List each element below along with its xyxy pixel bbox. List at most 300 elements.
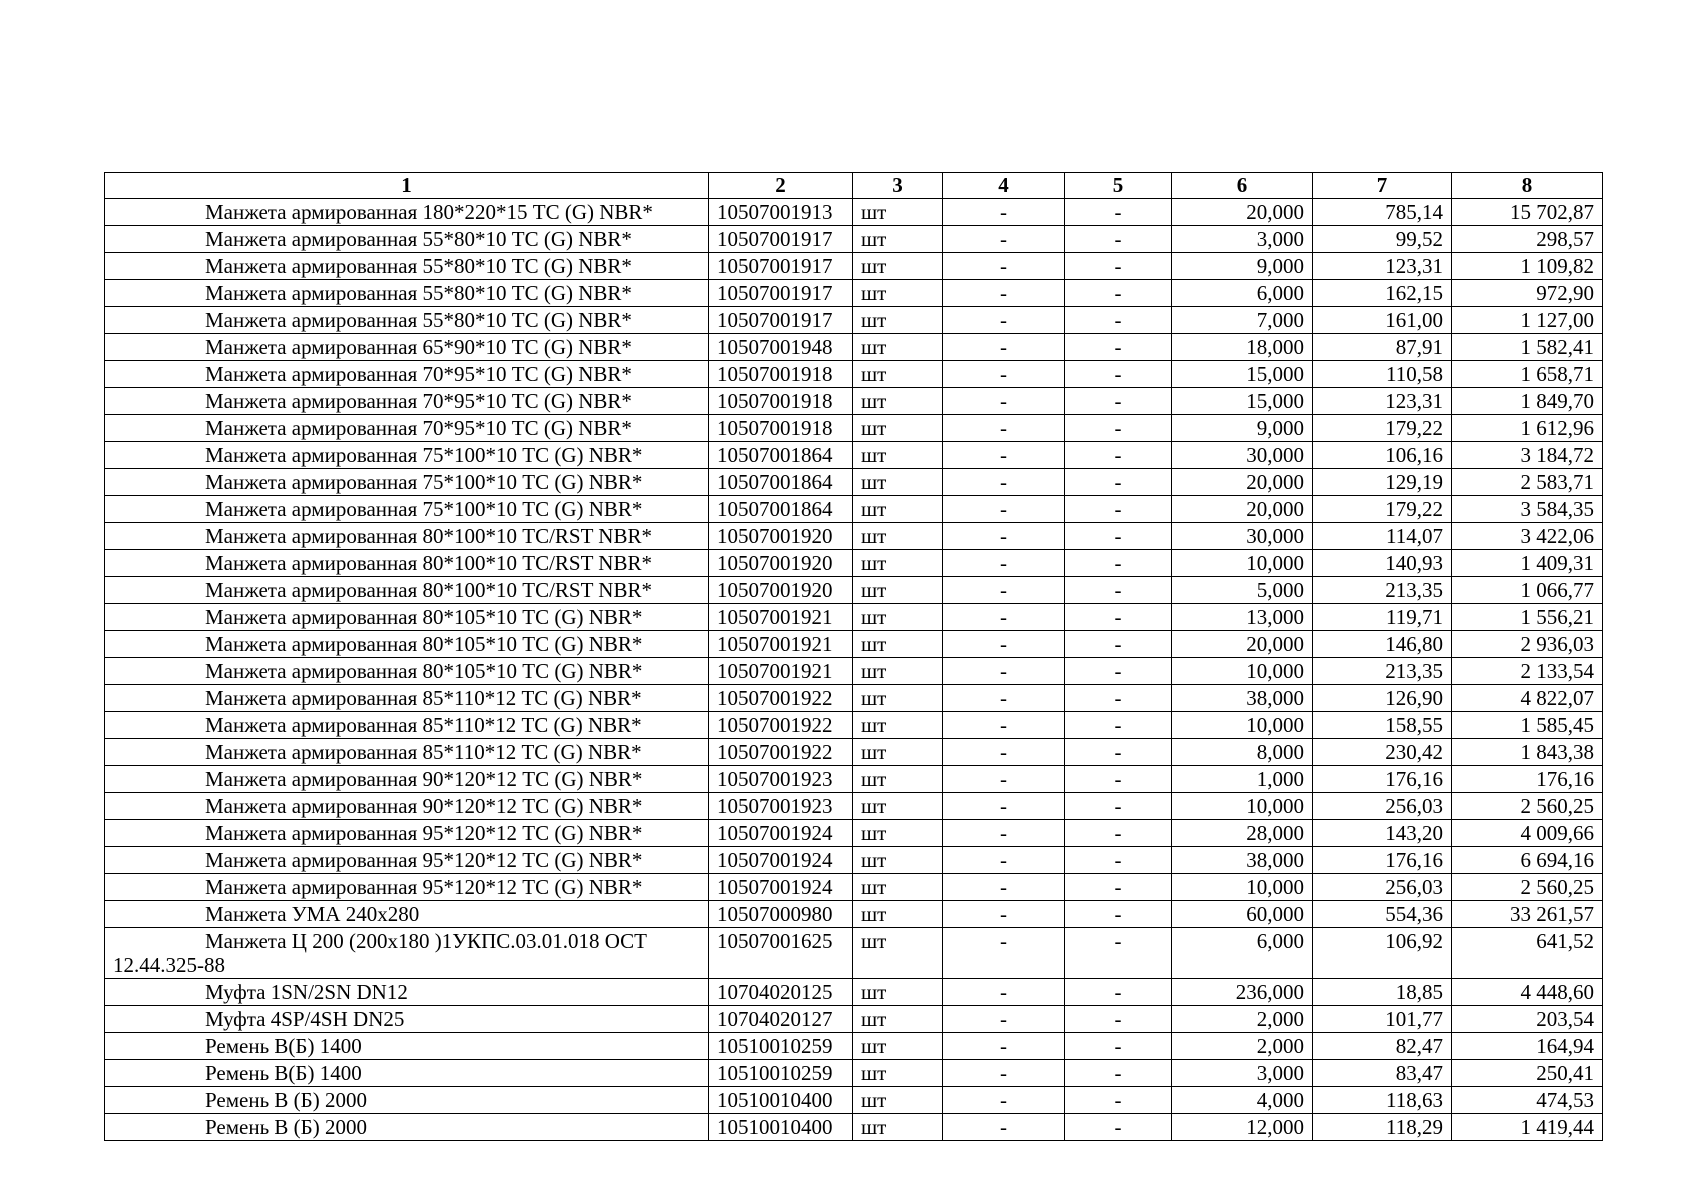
item-name-cell: Манжета армированная 95*120*12 TC (G) NBR* <box>105 847 709 874</box>
col4-cell: - <box>943 388 1065 415</box>
quantity-cell: 10,000 <box>1172 793 1313 820</box>
col4-cell: - <box>943 415 1065 442</box>
item-code-cell: 10510010259 <box>709 1033 853 1060</box>
table-row <box>105 739 1603 766</box>
unit-cell: шт <box>853 1114 943 1141</box>
table-row <box>105 469 1603 496</box>
unit-cell: шт <box>853 388 943 415</box>
table-row <box>105 631 1603 658</box>
col5-cell: - <box>1065 334 1172 361</box>
item-name-cell: Манжета армированная 95*120*12 TC (G) NBR* <box>105 820 709 847</box>
item-code-cell: 10507001921 <box>709 604 853 631</box>
unit-cell: шт <box>853 577 943 604</box>
col4-cell: - <box>943 442 1065 469</box>
item-code-cell: 10507001923 <box>709 766 853 793</box>
column-header-2: 2 <box>709 173 853 199</box>
table-row <box>105 307 1603 334</box>
item-code-cell: 10507001922 <box>709 712 853 739</box>
price-cell: 119,71 <box>1313 604 1452 631</box>
amount-cell: 1 127,00 <box>1452 307 1603 334</box>
table-row <box>105 766 1603 793</box>
item-code-cell: 10507001625 <box>709 928 853 979</box>
unit-cell: шт <box>853 928 943 979</box>
table-row <box>105 604 1603 631</box>
quantity-cell: 10,000 <box>1172 550 1313 577</box>
table-row <box>105 334 1603 361</box>
price-cell: 176,16 <box>1313 847 1452 874</box>
price-cell: 162,15 <box>1313 280 1452 307</box>
quantity-cell: 38,000 <box>1172 685 1313 712</box>
amount-cell: 3 422,06 <box>1452 523 1603 550</box>
item-name-cell: Манжета армированная 70*95*10 TC (G) NBR* <box>105 415 709 442</box>
item-name-cell: Манжета армированная 65*90*10 TC (G) NBR* <box>105 334 709 361</box>
column-header-6: 6 <box>1172 173 1313 199</box>
price-cell: 213,35 <box>1313 658 1452 685</box>
quantity-cell: 2,000 <box>1172 1006 1313 1033</box>
unit-cell: шт <box>853 253 943 280</box>
price-cell: 118,29 <box>1313 1114 1452 1141</box>
table-row <box>105 280 1603 307</box>
table-body <box>105 199 1603 1141</box>
amount-cell: 2 133,54 <box>1452 658 1603 685</box>
col5-cell: - <box>1065 442 1172 469</box>
quantity-cell: 10,000 <box>1172 658 1313 685</box>
col5-cell: - <box>1065 979 1172 1006</box>
amount-cell: 1 409,31 <box>1452 550 1603 577</box>
col5-cell: - <box>1065 1006 1172 1033</box>
item-code-cell: 10510010400 <box>709 1114 853 1141</box>
price-cell: 213,35 <box>1313 577 1452 604</box>
col4-cell: - <box>943 979 1065 1006</box>
price-cell: 129,19 <box>1313 469 1452 496</box>
unit-cell: шт <box>853 1060 943 1087</box>
amount-cell: 641,52 <box>1452 928 1603 979</box>
price-cell: 99,52 <box>1313 226 1452 253</box>
col4-cell: - <box>943 820 1065 847</box>
price-cell: 106,16 <box>1313 442 1452 469</box>
col4-cell: - <box>943 685 1065 712</box>
quantity-cell: 1,000 <box>1172 766 1313 793</box>
table-row <box>105 1006 1603 1033</box>
item-code-cell: 10507000980 <box>709 901 853 928</box>
item-code-cell: 10507001917 <box>709 253 853 280</box>
item-code-cell: 10510010259 <box>709 1060 853 1087</box>
amount-cell: 2 583,71 <box>1452 469 1603 496</box>
item-name-cell: Манжета армированная 85*110*12 TC (G) NBR* <box>105 712 709 739</box>
price-cell: 123,31 <box>1313 388 1452 415</box>
amount-cell: 1 419,44 <box>1452 1114 1603 1141</box>
price-cell: 118,63 <box>1313 1087 1452 1114</box>
table-row <box>105 793 1603 820</box>
item-code-cell: 10507001948 <box>709 334 853 361</box>
column-header-8: 8 <box>1452 173 1603 199</box>
column-header-1: 1 <box>105 173 709 199</box>
item-name-cell: Манжета армированная 85*110*12 TC (G) NBR* <box>105 739 709 766</box>
col4-cell: - <box>943 631 1065 658</box>
col5-cell: - <box>1065 1060 1172 1087</box>
table-row <box>105 901 1603 928</box>
amount-cell: 2 560,25 <box>1452 874 1603 901</box>
table-row <box>105 523 1603 550</box>
col5-cell: - <box>1065 712 1172 739</box>
table-row <box>105 979 1603 1006</box>
amount-cell: 1 556,21 <box>1452 604 1603 631</box>
unit-cell: шт <box>853 469 943 496</box>
quantity-cell: 30,000 <box>1172 523 1313 550</box>
col4-cell: - <box>943 766 1065 793</box>
col4-cell: - <box>943 550 1065 577</box>
item-name-cell: Манжета армированная 70*95*10 TC (G) NBR* <box>105 388 709 415</box>
col4-cell: - <box>943 1114 1065 1141</box>
item-name-cell: Манжета армированная 80*105*10 TC (G) NBR* <box>105 631 709 658</box>
item-name-cell: Манжета армированная 80*100*10 TC/RST NBR* <box>105 550 709 577</box>
amount-cell: 3 184,72 <box>1452 442 1603 469</box>
item-code-cell: 10507001864 <box>709 469 853 496</box>
col5-cell: - <box>1065 577 1172 604</box>
price-cell: 110,58 <box>1313 361 1452 388</box>
price-cell: 554,36 <box>1313 901 1452 928</box>
quantity-cell: 6,000 <box>1172 928 1313 979</box>
amount-cell: 1 066,77 <box>1452 577 1603 604</box>
table-row <box>105 577 1603 604</box>
price-cell: 785,14 <box>1313 199 1452 226</box>
table-row <box>105 199 1603 226</box>
col5-cell: - <box>1065 604 1172 631</box>
unit-cell: шт <box>853 415 943 442</box>
col5-cell: - <box>1065 793 1172 820</box>
price-cell: 179,22 <box>1313 415 1452 442</box>
item-name-cell: Манжета армированная 75*100*10 TC (G) NBR* <box>105 496 709 523</box>
item-name-cell: Манжета армированная 70*95*10 TC (G) NBR* <box>105 361 709 388</box>
table-row <box>105 415 1603 442</box>
col4-cell: - <box>943 334 1065 361</box>
amount-cell: 2 936,03 <box>1452 631 1603 658</box>
amount-cell: 298,57 <box>1452 226 1603 253</box>
amount-cell: 3 584,35 <box>1452 496 1603 523</box>
unit-cell: шт <box>853 685 943 712</box>
unit-cell: шт <box>853 1087 943 1114</box>
item-name-cell: Манжета Ц 200 (200х180 )1УКПС.03.01.018 ОСТ 12.44.325-88 <box>105 928 709 979</box>
quantity-cell: 20,000 <box>1172 631 1313 658</box>
quantity-cell: 30,000 <box>1172 442 1313 469</box>
table-row <box>105 1087 1603 1114</box>
col5-cell: - <box>1065 469 1172 496</box>
table-row <box>105 847 1603 874</box>
amount-cell: 474,53 <box>1452 1087 1603 1114</box>
col4-cell: - <box>943 226 1065 253</box>
price-cell: 126,90 <box>1313 685 1452 712</box>
price-cell: 143,20 <box>1313 820 1452 847</box>
col4-cell: - <box>943 253 1065 280</box>
price-cell: 161,00 <box>1313 307 1452 334</box>
amount-cell: 250,41 <box>1452 1060 1603 1087</box>
col4-cell: - <box>943 496 1065 523</box>
item-name-cell: Манжета армированная 90*120*12 TC (G) NBR* <box>105 793 709 820</box>
unit-cell: шт <box>853 307 943 334</box>
col5-cell: - <box>1065 1087 1172 1114</box>
item-code-cell: 10507001913 <box>709 199 853 226</box>
price-cell: 146,80 <box>1313 631 1452 658</box>
table-row <box>105 820 1603 847</box>
col4-cell: - <box>943 199 1065 226</box>
item-code-cell: 10507001924 <box>709 820 853 847</box>
item-code-cell: 10507001924 <box>709 847 853 874</box>
amount-cell: 4 009,66 <box>1452 820 1603 847</box>
item-code-cell: 10507001864 <box>709 442 853 469</box>
unit-cell: шт <box>853 739 943 766</box>
unit-cell: шт <box>853 712 943 739</box>
col5-cell: - <box>1065 226 1172 253</box>
col4-cell: - <box>943 1006 1065 1033</box>
price-cell: 114,07 <box>1313 523 1452 550</box>
item-code-cell: 10507001922 <box>709 739 853 766</box>
item-name-cell: Манжета армированная 90*120*12 TC (G) NBR* <box>105 766 709 793</box>
col4-cell: - <box>943 712 1065 739</box>
col5-cell: - <box>1065 199 1172 226</box>
item-code-cell: 10507001918 <box>709 415 853 442</box>
table-header-row <box>105 173 1603 199</box>
table-row <box>105 442 1603 469</box>
col4-cell: - <box>943 847 1065 874</box>
col4-cell: - <box>943 523 1065 550</box>
column-header-3: 3 <box>853 173 943 199</box>
item-name-cell: Ремень В(Б) 1400 <box>105 1060 709 1087</box>
quantity-cell: 9,000 <box>1172 253 1313 280</box>
unit-cell: шт <box>853 979 943 1006</box>
item-code-cell: 10507001918 <box>709 388 853 415</box>
quantity-cell: 20,000 <box>1172 496 1313 523</box>
item-name-cell: Манжета армированная 80*100*10 TC/RST NBR* <box>105 577 709 604</box>
unit-cell: шт <box>853 199 943 226</box>
table-row <box>105 658 1603 685</box>
col5-cell: - <box>1065 415 1172 442</box>
col5-cell: - <box>1065 523 1172 550</box>
col5-cell: - <box>1065 550 1172 577</box>
quantity-cell: 6,000 <box>1172 280 1313 307</box>
amount-cell: 2 560,25 <box>1452 793 1603 820</box>
col5-cell: - <box>1065 1033 1172 1060</box>
unit-cell: шт <box>853 280 943 307</box>
col5-cell: - <box>1065 361 1172 388</box>
column-header-4: 4 <box>943 173 1065 199</box>
col5-cell: - <box>1065 253 1172 280</box>
unit-cell: шт <box>853 820 943 847</box>
item-name-cell: Манжета армированная 80*105*10 TC (G) NBR* <box>105 658 709 685</box>
item-code-cell: 10507001921 <box>709 631 853 658</box>
table-row <box>105 1114 1603 1141</box>
col4-cell: - <box>943 1060 1065 1087</box>
unit-cell: шт <box>853 442 943 469</box>
table-row <box>105 388 1603 415</box>
item-code-cell: 10510010400 <box>709 1087 853 1114</box>
quantity-cell: 20,000 <box>1172 199 1313 226</box>
quantity-cell: 7,000 <box>1172 307 1313 334</box>
col5-cell: - <box>1065 874 1172 901</box>
amount-cell: 1 849,70 <box>1452 388 1603 415</box>
inventory-table <box>104 172 1603 1141</box>
col4-cell: - <box>943 1033 1065 1060</box>
col5-cell: - <box>1065 496 1172 523</box>
amount-cell: 6 694,16 <box>1452 847 1603 874</box>
price-cell: 18,85 <box>1313 979 1452 1006</box>
unit-cell: шт <box>853 496 943 523</box>
amount-cell: 1 585,45 <box>1452 712 1603 739</box>
quantity-cell: 9,000 <box>1172 415 1313 442</box>
item-name-cell: Манжета армированная 75*100*10 TC (G) NBR* <box>105 442 709 469</box>
price-cell: 256,03 <box>1313 874 1452 901</box>
price-cell: 179,22 <box>1313 496 1452 523</box>
col4-cell: - <box>943 1087 1065 1114</box>
table-row <box>105 253 1603 280</box>
amount-cell: 972,90 <box>1452 280 1603 307</box>
unit-cell: шт <box>853 847 943 874</box>
col4-cell: - <box>943 307 1065 334</box>
col5-cell: - <box>1065 1114 1172 1141</box>
price-cell: 158,55 <box>1313 712 1452 739</box>
amount-cell: 203,54 <box>1452 1006 1603 1033</box>
item-code-cell: 10507001921 <box>709 658 853 685</box>
unit-cell: шт <box>853 334 943 361</box>
table-row <box>105 226 1603 253</box>
amount-cell: 1 109,82 <box>1452 253 1603 280</box>
unit-cell: шт <box>853 226 943 253</box>
col4-cell: - <box>943 361 1065 388</box>
item-code-cell: 10507001917 <box>709 307 853 334</box>
item-name-cell: Манжета армированная 55*80*10 TC (G) NBR* <box>105 226 709 253</box>
col5-cell: - <box>1065 739 1172 766</box>
price-cell: 82,47 <box>1313 1033 1452 1060</box>
price-cell: 176,16 <box>1313 766 1452 793</box>
col5-cell: - <box>1065 766 1172 793</box>
price-cell: 87,91 <box>1313 334 1452 361</box>
col5-cell: - <box>1065 658 1172 685</box>
table-row <box>105 550 1603 577</box>
table-row <box>105 496 1603 523</box>
col4-cell: - <box>943 280 1065 307</box>
col5-cell: - <box>1065 685 1172 712</box>
item-name-cell: Ремень В(Б) 1400 <box>105 1033 709 1060</box>
amount-cell: 33 261,57 <box>1452 901 1603 928</box>
item-name-cell: Ремень В (Б) 2000 <box>105 1114 709 1141</box>
col5-cell: - <box>1065 928 1172 979</box>
quantity-cell: 12,000 <box>1172 1114 1313 1141</box>
amount-cell: 164,94 <box>1452 1033 1603 1060</box>
col4-cell: - <box>943 793 1065 820</box>
price-cell: 123,31 <box>1313 253 1452 280</box>
quantity-cell: 4,000 <box>1172 1087 1313 1114</box>
table-row <box>105 712 1603 739</box>
col4-cell: - <box>943 739 1065 766</box>
unit-cell: шт <box>853 658 943 685</box>
quantity-cell: 8,000 <box>1172 739 1313 766</box>
quantity-cell: 2,000 <box>1172 1033 1313 1060</box>
item-code-cell: 10507001923 <box>709 793 853 820</box>
quantity-cell: 60,000 <box>1172 901 1313 928</box>
col5-cell: - <box>1065 307 1172 334</box>
quantity-cell: 3,000 <box>1172 226 1313 253</box>
item-name-cell: Муфта 1SN/2SN DN12 <box>105 979 709 1006</box>
col4-cell: - <box>943 928 1065 979</box>
quantity-cell: 15,000 <box>1172 361 1313 388</box>
item-code-cell: 10507001917 <box>709 280 853 307</box>
unit-cell: шт <box>853 874 943 901</box>
item-name-cell: Манжета армированная 75*100*10 TC (G) NBR* <box>105 469 709 496</box>
table-row <box>105 874 1603 901</box>
amount-cell: 15 702,87 <box>1452 199 1603 226</box>
amount-cell: 1 658,71 <box>1452 361 1603 388</box>
column-header-5: 5 <box>1065 173 1172 199</box>
item-code-cell: 10507001864 <box>709 496 853 523</box>
quantity-cell: 15,000 <box>1172 388 1313 415</box>
quantity-cell: 28,000 <box>1172 820 1313 847</box>
table-row <box>105 685 1603 712</box>
amount-cell: 4 448,60 <box>1452 979 1603 1006</box>
unit-cell: шт <box>853 793 943 820</box>
item-code-cell: 10704020125 <box>709 979 853 1006</box>
col5-cell: - <box>1065 280 1172 307</box>
amount-cell: 1 843,38 <box>1452 739 1603 766</box>
item-code-cell: 10507001917 <box>709 226 853 253</box>
item-name-cell: Манжета армированная 85*110*12 TC (G) NBR* <box>105 685 709 712</box>
quantity-cell: 10,000 <box>1172 712 1313 739</box>
unit-cell: шт <box>853 901 943 928</box>
col4-cell: - <box>943 604 1065 631</box>
price-cell: 101,77 <box>1313 1006 1452 1033</box>
item-name-cell: Ремень В (Б) 2000 <box>105 1087 709 1114</box>
unit-cell: шт <box>853 550 943 577</box>
col5-cell: - <box>1065 631 1172 658</box>
quantity-cell: 10,000 <box>1172 874 1313 901</box>
item-code-cell: 10704020127 <box>709 1006 853 1033</box>
col4-cell: - <box>943 901 1065 928</box>
amount-cell: 1 582,41 <box>1452 334 1603 361</box>
price-cell: 230,42 <box>1313 739 1452 766</box>
price-cell: 106,92 <box>1313 928 1452 979</box>
item-name-cell: Манжета армированная 55*80*10 TC (G) NBR* <box>105 253 709 280</box>
quantity-cell: 13,000 <box>1172 604 1313 631</box>
col5-cell: - <box>1065 847 1172 874</box>
table-row <box>105 1060 1603 1087</box>
item-name-cell: Муфта 4SP/4SH DN25 <box>105 1006 709 1033</box>
price-cell: 140,93 <box>1313 550 1452 577</box>
unit-cell: шт <box>853 766 943 793</box>
item-name-cell: Манжета армированная 80*100*10 TC/RST NBR* <box>105 523 709 550</box>
unit-cell: шт <box>853 604 943 631</box>
quantity-cell: 3,000 <box>1172 1060 1313 1087</box>
col4-cell: - <box>943 577 1065 604</box>
item-name-cell: Манжета армированная 80*105*10 TC (G) NBR* <box>105 604 709 631</box>
quantity-cell: 236,000 <box>1172 979 1313 1006</box>
price-cell: 256,03 <box>1313 793 1452 820</box>
unit-cell: шт <box>853 631 943 658</box>
col5-cell: - <box>1065 901 1172 928</box>
col4-cell: - <box>943 658 1065 685</box>
unit-cell: шт <box>853 1006 943 1033</box>
col5-cell: - <box>1065 820 1172 847</box>
col4-cell: - <box>943 874 1065 901</box>
quantity-cell: 20,000 <box>1172 469 1313 496</box>
item-name-cell: Манжета армированная 55*80*10 TC (G) NBR* <box>105 307 709 334</box>
item-name-cell: Манжета армированная 95*120*12 TC (G) NBR* <box>105 874 709 901</box>
item-code-cell: 10507001922 <box>709 685 853 712</box>
unit-cell: шт <box>853 361 943 388</box>
quantity-cell: 38,000 <box>1172 847 1313 874</box>
item-code-cell: 10507001920 <box>709 550 853 577</box>
item-name-cell: Манжета УМА 240х280 <box>105 901 709 928</box>
item-code-cell: 10507001918 <box>709 361 853 388</box>
item-code-cell: 10507001920 <box>709 577 853 604</box>
table-row <box>105 1033 1603 1060</box>
